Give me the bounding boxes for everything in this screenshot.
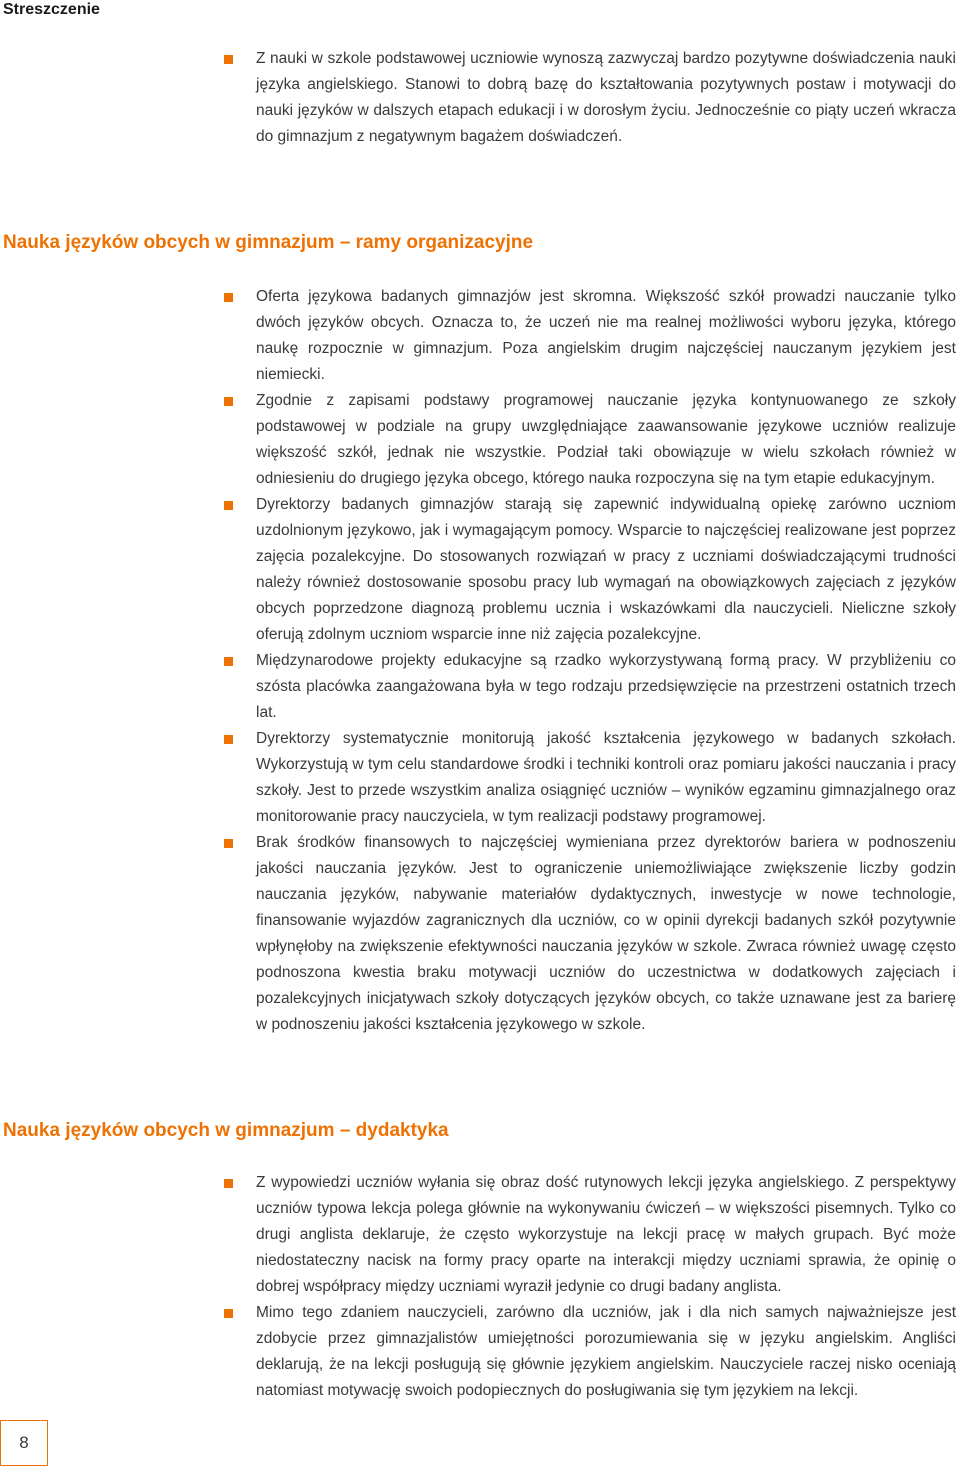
list-item-text: Oferta językowa badanych gimnazjów jest skromna. Większość szkół prowadzi nauczanie tylko dwóch języków obcych. Oznacza to, że uczeń nie ma realnej możliwości wyboru języka, którego naukę rozpocznie w gimnazjum. Poza angielskim drugim najczęściej nauczanym językiem jest niemiecki.: [256, 288, 956, 383]
list-item: [0, 1170, 960, 1300]
square-bullet-icon: [224, 397, 233, 406]
list-item: [0, 726, 960, 830]
organization-bullet-list: [0, 284, 960, 1038]
square-bullet-icon: [224, 1309, 233, 1318]
didactics-bullet-list: [0, 1170, 960, 1404]
list-item: [0, 388, 960, 492]
section-heading-didactics: Nauka języków obcych w gimnazjum – dydaktyka: [3, 1120, 449, 1141]
square-bullet-icon: [224, 657, 233, 666]
square-bullet-icon: [224, 501, 233, 510]
section-heading-organization: Nauka języków obcych w gimnazjum – ramy organizacyjne: [3, 232, 534, 253]
intro-bullet-list: [0, 46, 960, 150]
square-bullet-icon: [224, 55, 233, 64]
square-bullet-icon: [224, 735, 233, 744]
list-item: [0, 492, 960, 648]
list-item-text: Dyrektorzy systematycznie monitorują jakość kształcenia językowego w badanych szkołach. Wykorzystują w tym celu standardowe środki i techniki kontroli oraz pomiaru jakości nauczania i pracy szkoły. Jest to przede wszystkim analiza osiągnięć uczniów – wyników egzaminu gimnazjalnego oraz monitorowanie pracy nauczyciela, w tym realizacji podstawy programowej.: [256, 730, 956, 825]
list-item-text: Brak środków finansowych to najczęściej wymieniana przez dyrektorów bariera w podnoszeniu jakości nauczania języków. Jest to ograniczenie uniemożliwiające zwiększenie liczby godzin nauczania języków, nabywanie materiałów dydaktycznych, inwestycje w nowe technologie, finansowanie wyjazdów zagranicznych dla uczniów, co w opinii dyrekcji badanych szkół pozytywnie wpłynęłoby na zwiększenie efektywności nauczania języków w szkole. Zwraca również uwagę często podnoszona kwestia braku motywacji uczniów do uczestnictwa w dodatkowych zajęciach i pozalekcyjnych inicjatywach szkoły dotyczących języków obcych, co także uznawane jest za barierę w podnoszeniu jakości kształcenia językowego w szkole.: [256, 834, 956, 1033]
list-item-text: Z wypowiedzi uczniów wyłania się obraz dość rutynowych lekcji języka angielskiego. Z perspektywy uczniów typowa lekcja polega głównie na wykonywaniu ćwiczeń – w większości pisemnych. Tylko co drugi anglista deklaruje, że często wykorzystuje na lekcji pracę w małych grupach. Być może niedostateczny nacisk na formy pracy oparte na interakcji między uczniami sprawia, że opinię o dobrej współpracy między uczniami wyraził jedynie co drugi badany anglista.: [256, 1174, 956, 1295]
square-bullet-icon: [224, 839, 233, 848]
list-item: [0, 830, 960, 1038]
list-item-text: Międzynarodowe projekty edukacyjne są rzadko wykorzystywaną formą pracy. W przybliżeniu co szósta placówka zaangażowana była w tego rodzaju przedsięwzięcie na przestrzeni ostatnich trzech lat.: [256, 652, 956, 721]
square-bullet-icon: [224, 1179, 233, 1188]
square-bullet-icon: [224, 293, 233, 302]
list-item-text: Dyrektorzy badanych gimnazjów starają się zapewnić indywidualną opiekę zarówno uczniom uzdolnionym językowo, jak i wymagającym pomocy. Wsparcie to najczęściej realizowane jest poprzez zajęcia pozalekcyjne. Do stosowanych rozwiązań w pracy z uczniami doświadczającymi trudności należy również dostosowanie sposobu pracy lub wymagań na obowiązkowych zajęciach z języków obcych poprzedzone diagnozą problemu ucznia i wskazówkami dla nauczycieli. Nieliczne szkoły oferują zdolnym uczniom wsparcie inne niż zajęcia pozalekcyjne.: [256, 496, 956, 643]
list-item-text: Zgodnie z zapisami podstawy programowej nauczanie języka kontynuowanego ze szkoły podstawowej w podziale na grupy uwzględniające zaawansowanie językowe uczniów realizuje większość szkół, jednak nie wszystkie. Podział taki obowiązuje w wielu szkołach również w odniesieniu do drugiego języka obcego, którego nauka rozpoczyna się na tym etapie edukacyjnym.: [256, 392, 956, 487]
list-item: [0, 284, 960, 388]
list-item: [0, 648, 960, 726]
list-item-text: Mimo tego zdaniem nauczycieli, zarówno dla uczniów, jak i dla nich samych najważniejsze jest zdobycie przez gimnazjalistów umiejętności porozumiewania się w języku angielskim. Angliści deklarują, że na lekcji posługują się głównie językiem angielskim. Nauczyciele raczej nisko oceniają natomiast motywację swoich podopiecznych do posługiwania się tym językiem na lekcji.: [256, 1304, 956, 1399]
list-item: [0, 46, 960, 150]
page-header-title: Streszczenie: [3, 1, 100, 18]
list-item: [0, 1300, 960, 1404]
list-item-text: Z nauki w szkole podstawowej uczniowie wynoszą zazwyczaj bardzo pozytywne doświadczenia nauki języka angielskiego. Stanowi to dobrą bazę do kształtowania pozytywnych postaw i motywacji do nauki języków w dalszych etapach edukacji i w dorosłym życiu. Jednocześnie co piąty uczeń wkracza do gimnazjum z negatywnym bagażem doświadczeń.: [256, 50, 956, 145]
page-number-label: 8: [19, 1433, 29, 1452]
page-number: [0, 1420, 48, 1466]
